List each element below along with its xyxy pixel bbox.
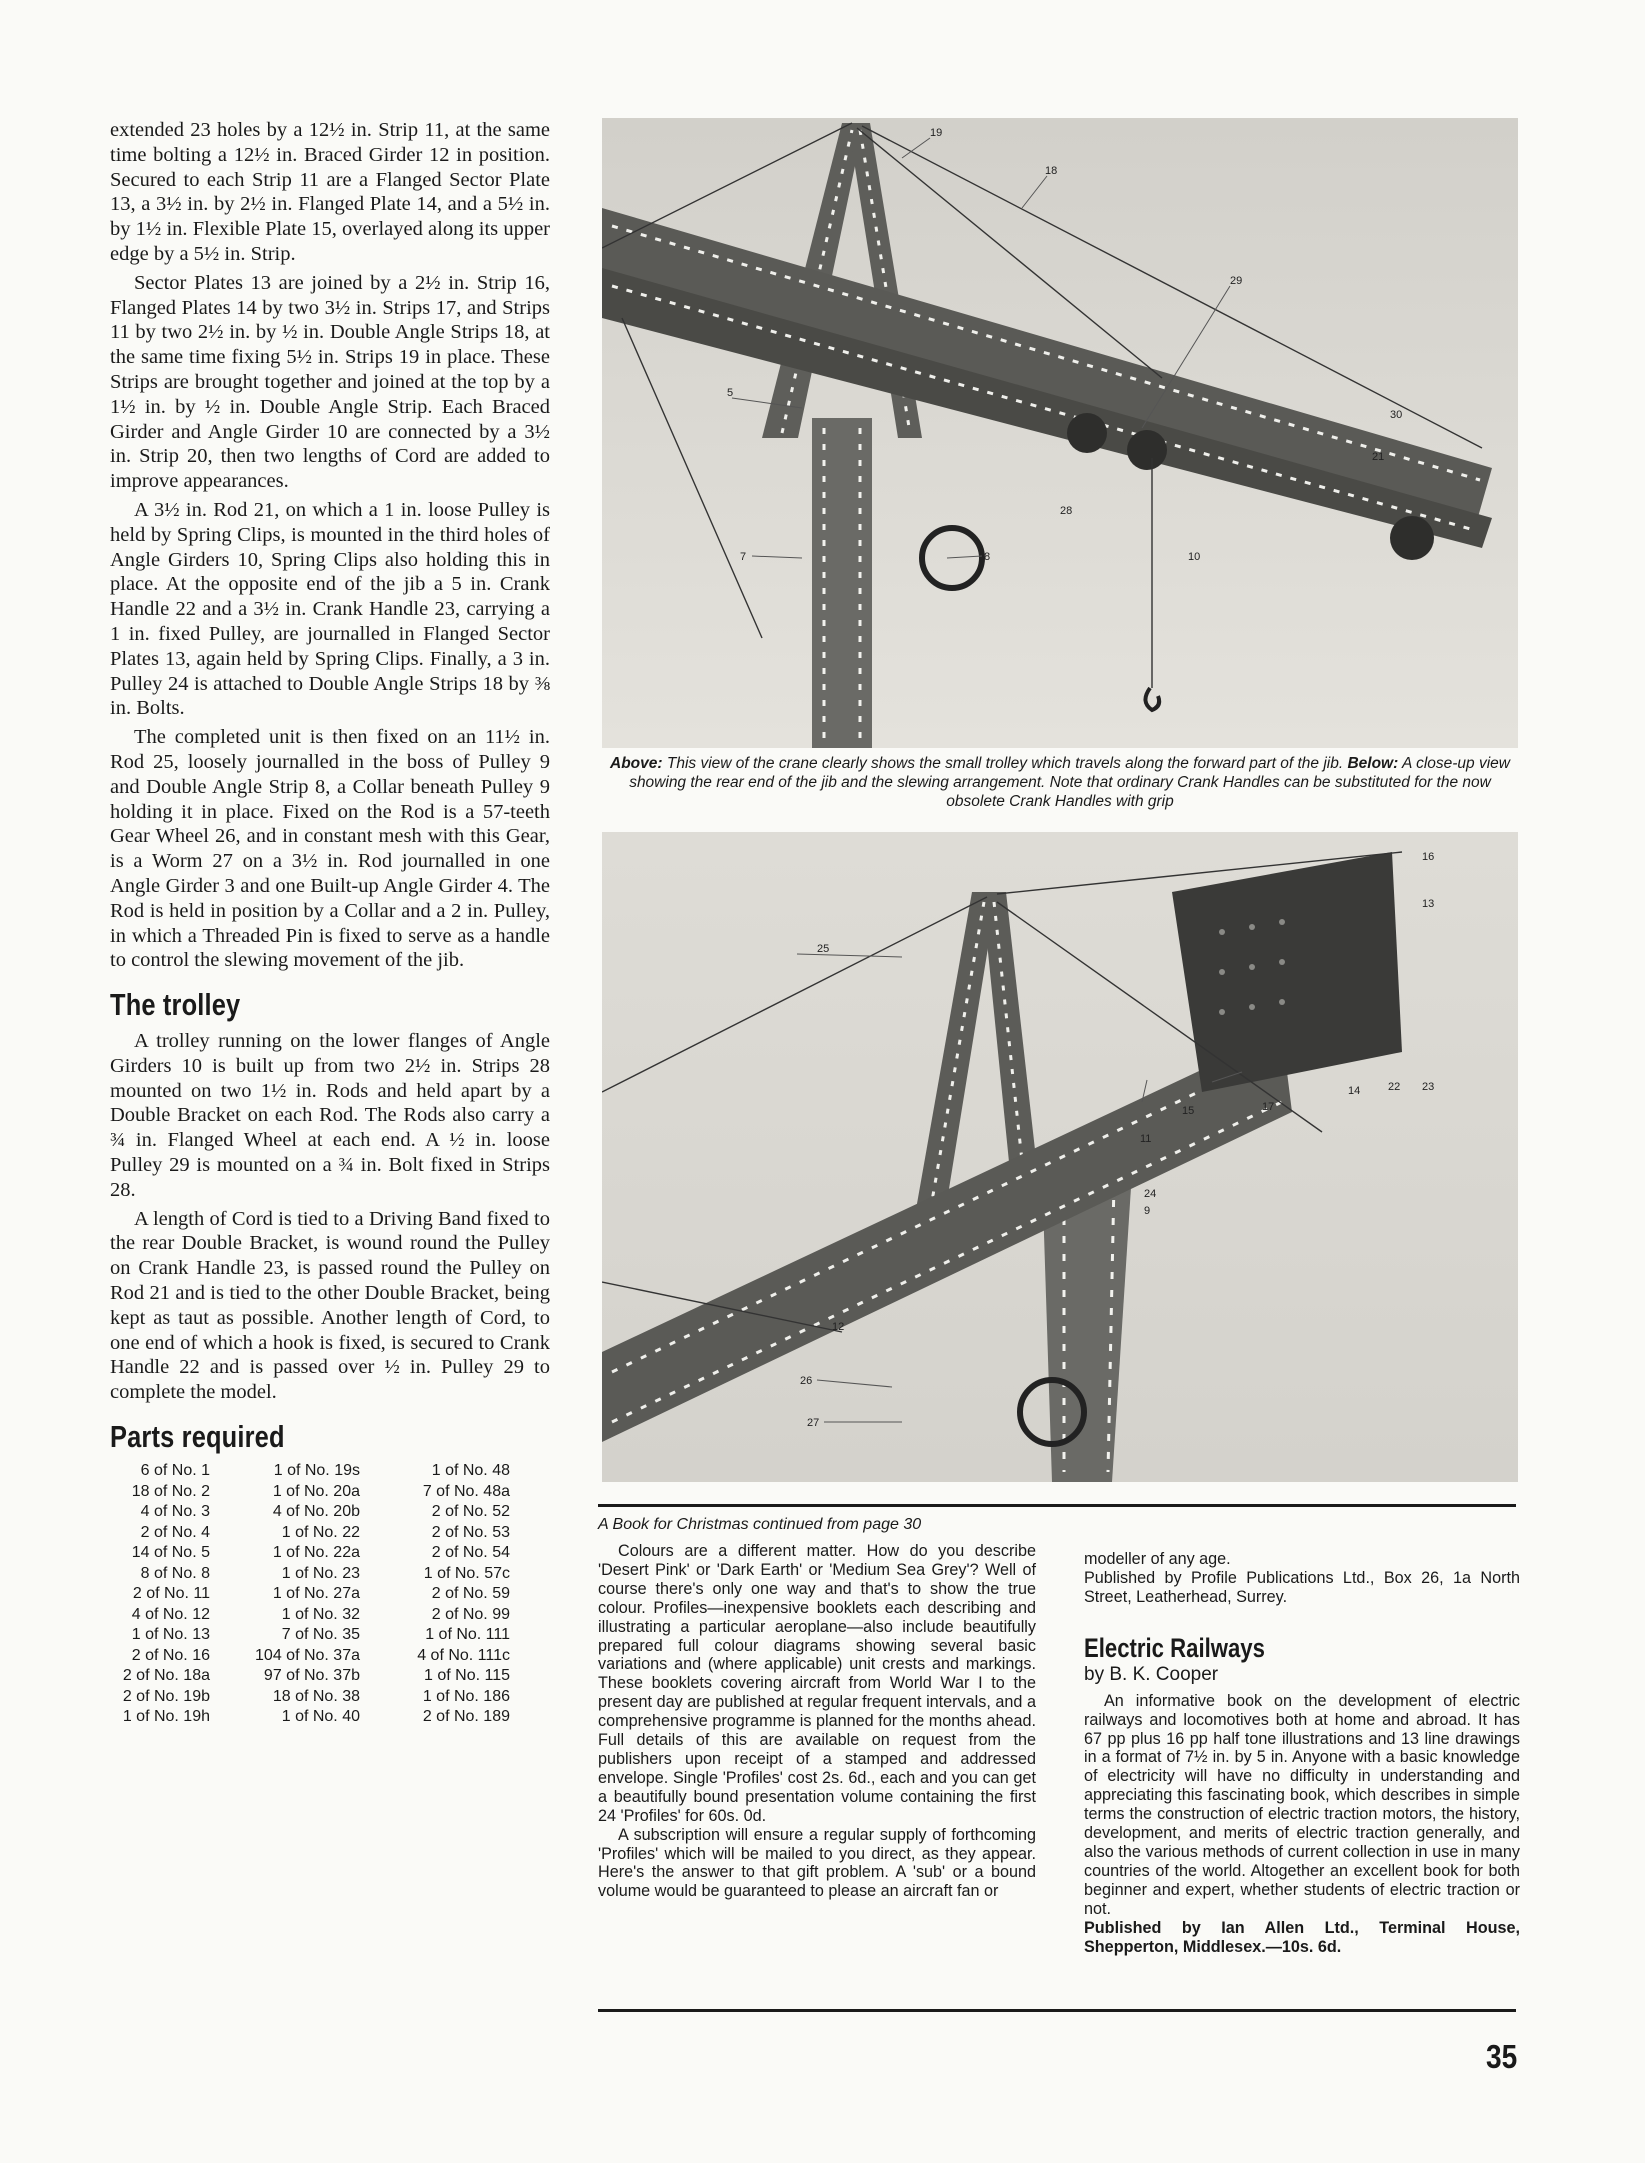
part-item: 2 of No. 53 [431,1523,510,1541]
part-item: 2 of No. 99 [431,1605,510,1623]
photo-label: 11 [1140,1133,1152,1145]
photo-label: 30 [1390,409,1403,421]
book-continuation: modeller of any age. [1084,1550,1231,1568]
caption-text-above: This view of the crane clearly shows the small trolley which travels along the forward part of the jib. [662,755,1348,772]
photo-label: 14 [1348,1085,1361,1097]
caption-lead-above: Above: [610,755,663,772]
part-item: 2 of No. 52 [431,1503,510,1521]
photo-label: 21 [1372,451,1385,463]
part-item: 18 of No. 38 [272,1687,360,1705]
part-item: 2 of No. 18a [122,1667,210,1685]
photo-label: 25 [817,943,830,955]
part-item: 4 of No. 3 [140,1503,210,1521]
parts-heading: Parts required [110,1419,285,1455]
railways-column [1084,1550,1520,1956]
part-item: 1 of No. 19h [122,1708,210,1726]
part-item: 1 of No. 23 [281,1564,360,1582]
part-item: 1 of No. 48 [431,1462,510,1480]
photo-label: 28 [1060,505,1073,517]
part-item: 2 of No. 54 [431,1544,510,1562]
caption-text-below: A close-up view showing the rear end of the jib and the slewing arrangement. Note that ordinary Crank Handles can be substituted for the now obsolete Crank Handles with grip [629,755,1510,810]
section-rule-top [598,1504,1516,1507]
part-item: 1 of No. 19s [273,1462,360,1480]
parts-column-3 [360,1461,510,1728]
part-item: 6 of No. 1 [140,1462,210,1480]
body-paragraph: The completed unit is then fixed on an 11½ in. Rod 25, loosely journalled in the boss of Pulley 9 and Double Angle Strip 8, a Collar beneath Pulley 9 holding it in place. Fixed on the Rod is a 57-teeth Gear Wheel 26, and in constant mesh with this Gear, is a Worm 27 on a 3½ in. Rod journalled in one Angle Girder 3 and one Built-up Angle Girder 4. The Rod is held in position by a Collar and a 2 in. Pulley, in which a Threaded Pin is fixed to serve as a handle to control the slewing movement of the jib. [110,726,550,972]
continued-note: A Book for Christmas continued from page 30 [598,1516,922,1533]
part-item: 1 of No. 22 [281,1523,360,1541]
caption-lead-below: Below: [1347,755,1399,772]
parts-column-1 [110,1461,210,1728]
photo-label: 29 [1230,275,1243,287]
photo-label: 12 [832,1321,845,1333]
part-item: 7 of No. 35 [281,1626,360,1644]
photo-label: 24 [1144,1188,1157,1200]
photo-label: 5 [727,387,734,399]
page-number: 35 [1486,2038,1518,2075]
photo-label: 13 [1422,898,1435,910]
photo-label: 7 [740,551,747,563]
photo-label: 16 [1422,851,1435,863]
photo-label: 18 [1045,165,1058,177]
part-item: 104 of No. 37a [255,1646,360,1664]
body-paragraph: A length of Cord is tied to a Driving Band fixed to the rear Double Bracket, is wound round the Pulley on Crank Handle 23, is passed round the Pulley on Rod 21 and is tied to the other Double Bracket, being kept as taut as possible. Another length of Cord, to one end of which a hook is fixed, is secured to Crank Handle 22 and is passed over ½ in. Pulley 29 to complete the model. [110,1207,550,1404]
part-item: 1 of No. 27a [272,1585,360,1603]
part-item: 1 of No. 57c [423,1564,510,1582]
part-item: 1 of No. 20a [272,1482,360,1500]
body-paragraph: Sector Plates 13 are joined by a 2½ in. Strip 16, Flanged Plates 14 by two 3½ in. Strips 17, and Strips 11 by two 2½ in. by ½ in. Double Angle Strips 18, at the same time fixing 5½ in. Strips 19 in place. These Strips are brought together and joined at the top by a 1½ in. by ½ in. Double Angle Strip. Each Braced Girder and Angle Girder 10 are connected by a 3½ in. Strip 20, then two lengths of Cord are added to improve appearances. [110,271,550,493]
part-item: 1 of No. 111 [425,1626,510,1644]
part-item: 1 of No. 13 [131,1626,210,1644]
part-item: 7 of No. 48a [422,1482,510,1500]
railways-publisher: Published by Ian Allen Ltd., Terminal House, Shepperton, Middlesex.—10s. 6d. [1084,1918,1520,1956]
part-item: 1 of No. 32 [281,1605,360,1623]
photo-label: 19 [930,127,943,139]
crane-slewing-photo [602,832,1518,1482]
part-item: 4 of No. 20b [272,1503,360,1521]
part-item: 2 of No. 189 [422,1708,510,1726]
part-item: 1 of No. 40 [281,1708,360,1726]
photo-label: 10 [1188,551,1201,563]
part-item: 4 of No. 12 [131,1605,210,1623]
photo-caption [598,754,1522,811]
photo-label: 8 [984,551,991,563]
part-item: 2 of No. 4 [140,1523,210,1541]
part-item: 18 of No. 2 [131,1482,210,1500]
body-paragraph: A 3½ in. Rod 21, on which a 1 in. loose Pulley is held by Spring Clips, is mounted in the third holes of Angle Girders 10, Spring Clips also holding this in place. At the opposite end of the jib a 5 in. Crank Handle 22 and a 3½ in. Crank Handle 23, carrying a 1 in. fixed Pulley, are journalled in Flanged Sector Plates 13, again held by Spring Clips. Finally, a 3 in. Pulley 24 is attached to Double Angle Strips 18 by ⅜ in. Bolts. [110,498,550,720]
part-item: 97 of No. 37b [263,1667,360,1685]
photo-label: 23 [1422,1081,1435,1093]
body-paragraph: extended 23 holes by a 12½ in. Strip 11, at the same time bolting a 12½ in. Braced Girder 12 in position. Secured to each Strip 11 are a Flanged Sector Plate 13, a 3½ in. by 2½ in. Flanged Plate 14, and a 5½ in. by 1½ in. Flexible Plate 15, overlayed along its upper edge by a 5½ in. Strip. [110,119,550,265]
book-paragraph: A subscription will ensure a regular supply of forthcoming 'Profiles' which will be mailed to you direct, as they appear. Here's the answer to that gift problem. A 'sub' or a bound volume would be guaranteed to please an aircraft fan or [598,1825,1036,1901]
trolley-heading: The trolley [110,987,241,1023]
photo-label: 17 [1262,1101,1275,1113]
part-item: 2 of No. 11 [132,1585,210,1603]
book-article-column [598,1516,1036,1901]
part-item: 2 of No. 16 [131,1646,210,1664]
part-item: 2 of No. 59 [431,1585,510,1603]
railways-title: Electric Railways [1084,1632,1265,1663]
photo-label: 22 [1388,1081,1401,1093]
book-paragraph: Colours are a different matter. How do you describe 'Desert Pink' or 'Dark Earth' or 'Medium Sea Grey'? Well of course there's only one way and that's to show the true colour. Profiles—inexpensive booklets each describing and illustrating a particular aeroplane—also include beautifully prepared full colour diagrams showing several basic variations and (where applicable) unit crests and markings. These booklets covering aircraft from World War I to the present day are published at regular frequent intervals, and a comprehensive programme is planned for the months ahead. Full details of this are available on request from the publishers upon receipt of a stamped and addressed envelope. Single 'Profiles' cost 2s. 6d., each and you can get a beautifully bound presentation volume containing the first 24 'Profiles' for 60s. 0d. [598,1542,1036,1825]
crane-jib-photo [602,118,1518,748]
railways-review: An informative book on the development of electric railways and locomotives both at home and abroad. It has 67 pp plus 16 pp half tone illustrations and 13 line drawings in a format of 7½ in. by 5 in. Anyone with a basic knowledge of electricity will have no difficulty in understanding and appreciating this fascinating book, which describes in simple terms the construction of electric traction motors, the history, development, and merits of electric traction generally, and also the various methods of current collection in use in many countries of the world. Altogether an excellent book for both beginner and expert, whether students of electric traction or not. [1084,1691,1520,1918]
part-item: 1 of No. 22a [272,1544,360,1562]
body-paragraph: A trolley running on the lower flanges of Angle Girders 10 is built up from two 2½ in. Strips 28 mounted on two 1½ in. Rods and held apart by a Double Bracket on each Rod. The Rods also carry a ¾ in. Flanged Wheel at each end. A ½ in. loose Pulley 29 is mounted on a ¾ in. Bolt fixed in Strips 28. [110,1030,550,1201]
parts-list [110,1461,550,1728]
crane-slewing-illustration [602,832,1518,1482]
part-item: 8 of No. 8 [140,1564,210,1582]
book-publisher: Published by Profile Publications Ltd., Box 26, 1a North Street, Leatherhead, Surrey. [1084,1568,1520,1606]
part-item: 2 of No. 19b [122,1687,210,1705]
part-item: 1 of No. 186 [422,1687,510,1705]
part-item: 14 of No. 5 [131,1544,210,1562]
photo-label: 27 [807,1417,820,1429]
photo-label: 26 [800,1375,813,1387]
photo-label: 15 [1182,1105,1195,1117]
photo-label: 9 [1144,1205,1151,1217]
railways-byline: by B. K. Cooper [1084,1663,1219,1685]
section-rule-bottom [598,2009,1516,2012]
part-item: 4 of No. 111c [417,1646,510,1664]
parts-column-2 [210,1461,360,1728]
crane-jib-illustration [602,118,1518,748]
article-left-column [110,118,550,1728]
part-item: 1 of No. 115 [424,1667,510,1685]
